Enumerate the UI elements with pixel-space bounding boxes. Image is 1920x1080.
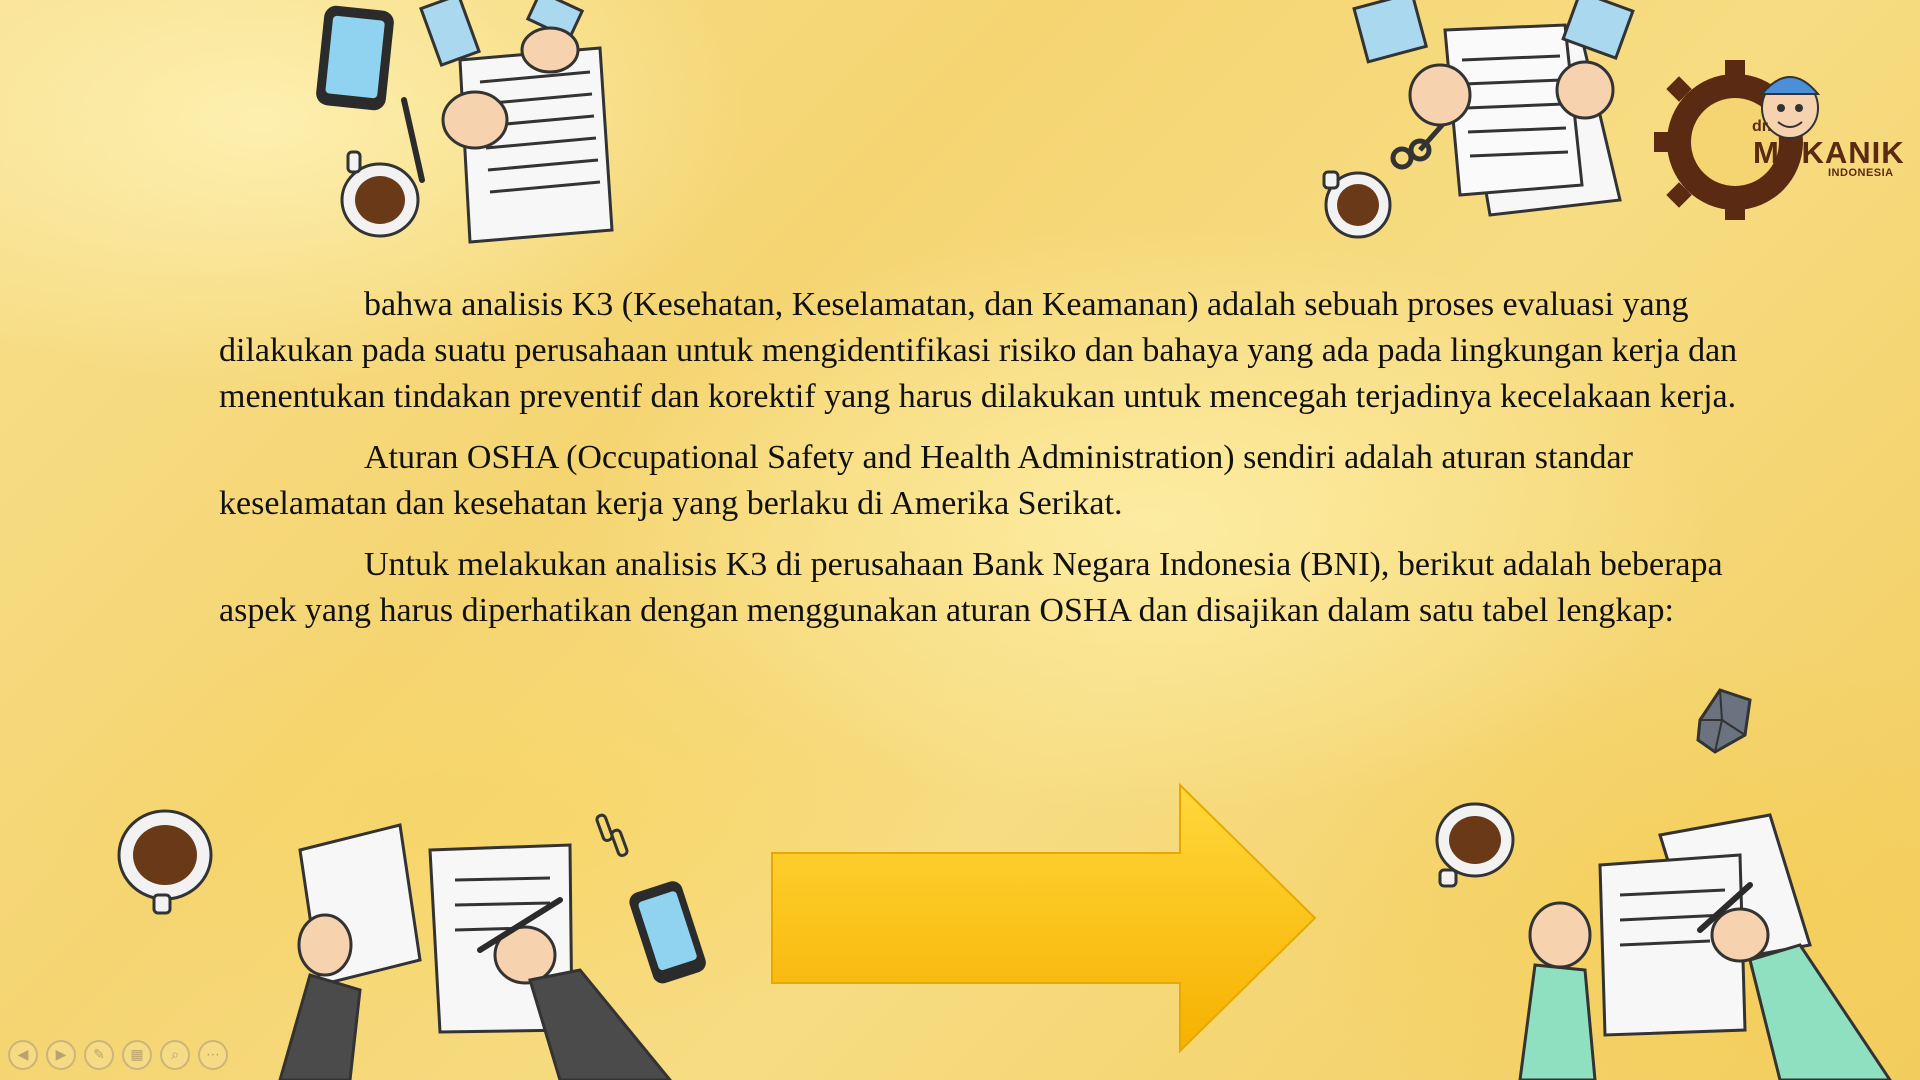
more-options-button[interactable] <box>198 1040 228 1070</box>
desk-illustration-top-right <box>1320 0 1660 250</box>
pen-tool-button[interactable] <box>84 1040 114 1070</box>
desk-illustration-bottom-left <box>110 800 730 1080</box>
phone-icon <box>627 879 709 986</box>
paper-icon <box>1445 25 1620 215</box>
coffee-cup-icon <box>1324 172 1390 237</box>
paragraph-osha-definition: Aturan OSHA (Occupational Safety and Health Administration) sendiri adalah aturan standar keselamatan dan kesehatan kerja yang berlaku di Amerika Serikat. <box>219 439 1633 522</box>
desk-illustration-top-left <box>300 0 640 250</box>
coffee-cup-icon <box>1437 804 1513 886</box>
paragraph-k3-definition: bahwa analisis K3 (Kesehatan, Keselamatan, dan Keamanan) adalah sebuah proses evaluasi yang dilakukan pada suatu perusahaan untuk mengidentifikasi risiko dan bahaya yang ada pada lingkungan kerja dan menentukan tindakan preventif dan korektif yang harus dilakukan untuk mencegah terjadinya kecelakaan kerja. <box>219 286 1738 415</box>
next-icon: ▶ <box>55 1047 67 1063</box>
desk-illustration-bottom-right <box>1420 795 1920 1080</box>
next-arrow-icon <box>770 783 1320 1053</box>
next-slide-button[interactable] <box>46 1040 76 1070</box>
logo-subtitle: INDONESIA <box>1828 167 1894 179</box>
zoom-icon: ⌕ <box>171 1047 179 1063</box>
coffee-cup-icon <box>119 811 211 913</box>
paragraph-bni-analysis: Untuk melakukan analisis K3 di perusahaan Bank Negara Indonesia (BNI), berikut adalah beberapa aspek yang harus diperhatikan dengan menggunakan aturan OSHA dan disajikan dalam satu tabel lengkap: <box>219 546 1723 629</box>
logo-name: MEKANIK <box>1753 135 1905 170</box>
zoom-button[interactable] <box>160 1040 190 1070</box>
pen-icon <box>404 100 422 180</box>
coffee-cup-icon <box>342 152 418 236</box>
more-icon: ⋯ <box>206 1047 220 1063</box>
see-all-slides-button[interactable] <box>122 1040 152 1070</box>
phone-icon <box>315 5 395 112</box>
slide-body <box>219 282 1739 649</box>
pen-icon: ✎ <box>93 1047 105 1063</box>
logo-prefix: dr. <box>1752 118 1772 135</box>
crumpled-paper-icon <box>1690 680 1760 760</box>
slideshow-controls <box>8 1040 228 1074</box>
dr-mekanik-logo <box>1640 50 1905 220</box>
previous-slide-button[interactable] <box>8 1040 38 1070</box>
paper-clip-icon <box>596 814 628 857</box>
slides-grid-icon: ▦ <box>130 1047 144 1063</box>
previous-icon: ◀ <box>17 1047 29 1063</box>
